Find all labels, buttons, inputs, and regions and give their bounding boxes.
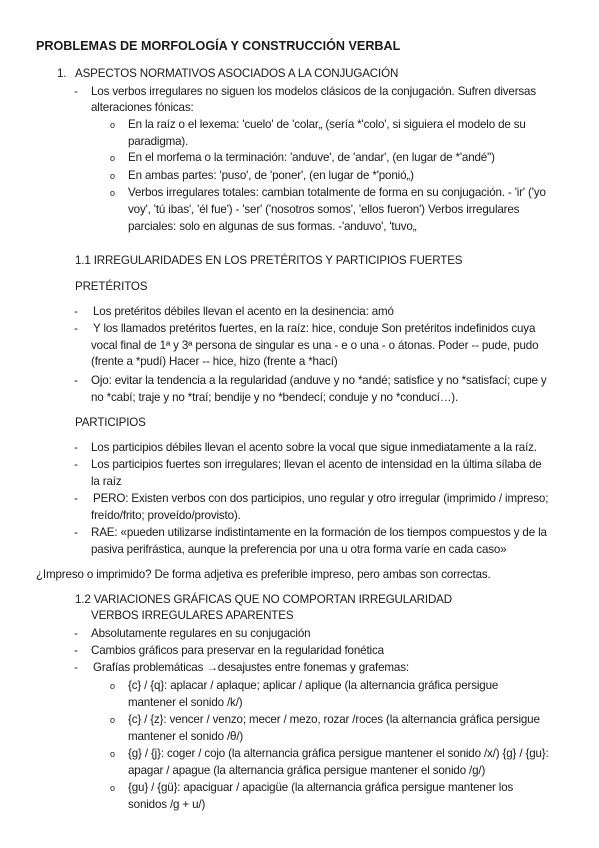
list-item-line: Y los llamados pretéritos fuertes, en la raíz: hice, conduje Son pretéritos indefinidos cuya	[93, 322, 536, 335]
subheading-preteritos: PRETÉRITOS	[75, 280, 148, 293]
list-item-line: vocal final de 1ª y 3ª persona de singular es una - e o una - o átonas. Poder -- pude, pudo	[91, 339, 539, 352]
section-number: 1.	[57, 67, 67, 80]
list-item-line: En ambas partes: 'puso', de 'poner', (en lugar de *'ponió„)	[128, 169, 414, 182]
circle-bullet: o	[110, 681, 115, 691]
list-item-line: sonidos /g + u/)	[128, 798, 206, 811]
list-item-line: Verbos irregulares totales: cambian totalmente de forma en su conjugación. - 'ir' ('yo	[128, 186, 546, 199]
subsection-heading: 1.2 VARIACIONES GRÁFICAS QUE NO COMPORTAN IRREGULARIDAD	[75, 593, 452, 606]
list-item-line: la raíz	[91, 475, 122, 488]
dash-bullet: -	[74, 322, 78, 335]
subheading-participios: PARTICIPIOS	[75, 416, 146, 429]
list-item-line: Ojo: evitar la tendencia a la regularidad (anduve y no *andé; satisfice y no *satisfací; cupe y	[91, 374, 547, 387]
dash-bullet: -	[74, 441, 78, 454]
dash-bullet: -	[74, 305, 78, 318]
list-item-line: (frente a *pudí) Hacer -- hice, hizo (frente a *hací)	[91, 355, 338, 368]
list-item-line: parciales: solo en algunas de sus formas. -'anduvo', 'tuvo„	[128, 220, 417, 233]
circle-bullet: o	[110, 783, 115, 793]
dash-bullet: -	[74, 458, 78, 471]
list-item-line: Los pretéritos débiles llevan el acento en la desinencia: amó	[93, 305, 394, 318]
list-item-line: {gu} / {gü}: apaciguar / apacigüe (la alternancia gráfica persigue mantener los	[128, 781, 514, 794]
list-item-line: freído/frito; proveído/provisto).	[91, 509, 241, 522]
list-item-line: Absolutamente regulares en su conjugación	[91, 627, 311, 640]
dash-bullet: -	[74, 627, 78, 640]
list-item-line: {c} / {q}: aplacar / aplaque; aplicar / aplique (la alternancia gráfica persigue	[128, 679, 499, 692]
circle-bullet: o	[110, 120, 115, 130]
dash-bullet: -	[74, 85, 78, 98]
dash-bullet: -	[74, 644, 78, 657]
list-item-line: En el morfema o la terminación: 'anduve', de 'andar', (en lugar de *'andé")	[128, 151, 495, 164]
dash-bullet: -	[74, 492, 78, 505]
list-item-line: apagar / apague (la alternancia gráfica persigue mantener el sonido /g/)	[128, 764, 486, 777]
dash-bullet: -	[74, 526, 78, 539]
list-item-line: Grafías problemáticas →desajustes entre fonemas y grafemas:	[93, 661, 409, 674]
list-item-line: {g} / {j}: coger / cojo (la alternancia gráfica persigue mantener el sonido /x/) {g} / {gu}:	[128, 747, 549, 760]
list-item-line: Los participios fuertes son irregulares; llevan el acento de intensidad en la última sílaba de	[91, 458, 542, 471]
list-item-line: pasiva perifrástica, aunque la preferencia por una u otra forma varíe en cada caso»	[91, 543, 507, 556]
note-paragraph: ¿Impreso o imprimido? De forma adjetiva es preferible impreso, pero ambas son correctas.	[36, 568, 491, 581]
subheading-verbos-aparentes: VERBOS IRREGULARES APARENTES	[91, 609, 294, 622]
subsection-heading: 1.1 IRREGULARIDADES EN LOS PRETÉRITOS Y PARTICIPIOS FUERTES	[75, 254, 463, 267]
list-item-line: mantener el sonido /θ/)	[128, 730, 244, 743]
circle-bullet: o	[110, 188, 115, 198]
list-item-line: no *cabí; traje y no *traí; bendije y no *bendecí; conduje y no *conducí…).	[91, 391, 459, 404]
paragraph-line: alteraciones fónicas:	[91, 101, 194, 114]
list-item-line: paradigma).	[128, 135, 189, 148]
section-heading: ASPECTOS NORMATIVOS ASOCIADOS A LA CONJUGACIÓN	[75, 67, 399, 80]
list-item-line: voy', 'tú ibas', 'él fue') - 'ser' ('nosotros somos', 'ellos fueron') Verbos irregulares	[128, 203, 520, 216]
circle-bullet: o	[110, 749, 115, 759]
list-item-line: PERO: Existen verbos con dos participios, uno regular y otro irregular (imprimido / impreso;	[93, 492, 549, 505]
list-item-line: En la raíz o el lexema: 'cuelo' de 'colar„ (sería *'colo', si siguiera el modelo de su	[128, 118, 526, 131]
circle-bullet: o	[110, 715, 115, 725]
list-item-line: {c} / {z}: vencer / venzo; mecer / mezo, rozar /roces (la alternancia gráfica persigue	[128, 713, 540, 726]
paragraph-line: Los verbos irregulares no siguen los modelos clásicos de la conjugación. Sufren diversas	[91, 85, 537, 98]
dash-bullet: -	[74, 661, 78, 674]
dash-bullet: -	[74, 374, 78, 387]
document-title: PROBLEMAS DE MORFOLOGÍA Y CONSTRUCCIÓN VERBAL	[36, 39, 401, 53]
list-item-line: RAE: «pueden utilizarse indistintamente en la formación de los tiempos compuestos y de la	[91, 526, 547, 539]
circle-bullet: o	[110, 153, 115, 163]
list-item-line: Cambios gráficos para preservar en la regularidad fonética	[91, 644, 384, 657]
list-item-line: Los participios débiles llevan el acento sobre la vocal que sigue inmediatamente a la raíz.	[91, 441, 537, 454]
circle-bullet: o	[110, 171, 115, 181]
list-item-line: mantener el sonido /k/)	[128, 696, 243, 709]
